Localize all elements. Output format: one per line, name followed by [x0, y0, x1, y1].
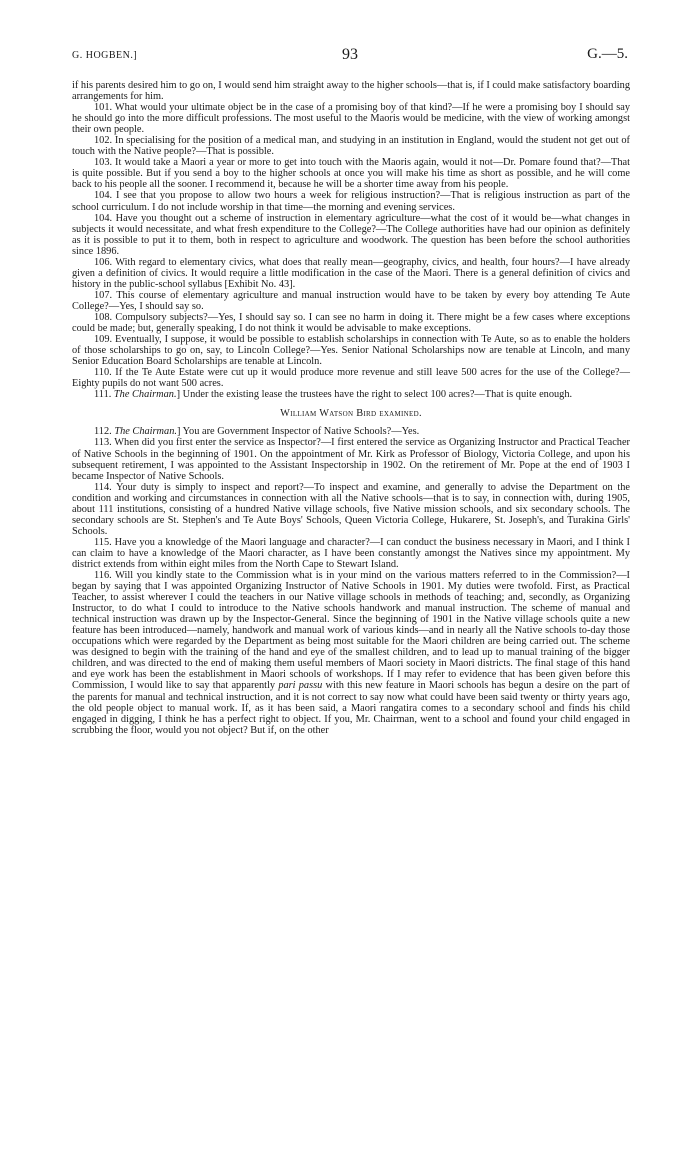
paragraph: 108. Compulsory subjects?—Yes, I should say so. I can see no harm in doing it. There might be a few cases where exceptions could be made; but, generally speaking, I do not think it would be advisable to make exceptions.	[72, 311, 630, 335]
paragraph-text: ] You are Government Inspector of Native Schools?—Yes.	[176, 426, 420, 438]
paragraph: 104. I see that you propose to allow two hours a week for religious instruction?—That is religious instruction as part of the school curriculum. I do not include worship in that time—the morning and evening services.	[72, 190, 630, 213]
paragraph: 107. This course of elementary agriculture and manual instruction would have to be taken by every boy attending Te Aute College?—Yes, I should say so.	[72, 289, 630, 312]
question-number: 111.	[94, 389, 114, 401]
question-number: 112.	[94, 426, 115, 438]
page-number: 93	[342, 46, 358, 63]
paragraph: 109. Eventually, I suppose, it would be possible to establish scholarships in connection with Te Aute, so as to enable the holders of those scholarships to go on, say, to Lincoln College?—Yes. Senior National Scholarships now are tenable at Lincoln, and many Senior Education Board Scholarships are tenable at Lincoln.	[72, 334, 630, 368]
latin-phrase: pari passu	[278, 680, 323, 692]
witness-heading: William Watson Bird examined.	[280, 408, 422, 420]
paragraph	[72, 389, 630, 400]
paragraph-text: ] Under the existing lease the trustees have the right to select 100 acres?—That is quite enough.	[176, 389, 573, 401]
speaker-name: The Chairman.	[114, 426, 177, 438]
paragraph: 103. It would take a Maori a year or more to get into touch with the Maoris again, would it not—Dr. Pomare found that?—That is quite possible. But if you send a boy to the higher schools at once you will make his time as short as possible, and he will come back to his people all the sooner. I recommend it, because he will be a shorter time away from his people.	[72, 157, 630, 191]
paragraph: 102. In specialising for the position of a medical man, and studying in an institution in England, would the student not get out of touch with the Native people?—That is possible.	[72, 135, 630, 158]
paragraph: 115. Have you a knowledge of the Maori language and character?—I can conduct the business necessary in Maori, and I think I can claim to have a knowledge of the Maori character, as I have been constantly amongst the Natives since my appointment. My district extends from within eight miles from the North Cape to Stewart Island.	[72, 536, 630, 570]
document-body	[72, 80, 630, 736]
paragraph	[72, 426, 630, 437]
document-reference: G.—5.	[587, 46, 628, 62]
paragraph: 106. With regard to elementary civics, what does that really mean—geography, civics, and health, four hours?—I have already given a definition of civics. It would require a little modification in the case of the Maori. There is a general definition of civics and history in the public-school syllabus [Exhibit No. 43].	[72, 256, 630, 290]
header-author: G. HOGBEN.]	[72, 50, 138, 61]
paragraph-text: 116. Will you kindly state to the Commission what is in your mind on the various matters referred to in the Commission?—I began by saying that I was appointed Organizing Instructor of Native Schools in 1901. My duties were twofold. First, as Practical Teacher, to assist wherever I could the teachers in our Native village schools in methods of teaching; and, secondly, as Organizing Instructor, to do what I could to introduce to the Native schools handwork and manual instruction. The scheme of manual and technical instruction was drawn up by the Inspector-General. Since the beginning of 1901 in the Native village schools quite a new feature has been introduced—namely, handwork and manual work of various kinds—and in nearly all the Native schools to-day those occupations which were regarded by the Department as being most suitable for the Maori children are being carried out. The scheme was designed to begin with the training of the hand and eye of the smallest children, and to lead up to manual training of the bigger children, and was directed to the end of making them useful members of Maori society in Maori districts. The final stage of this hand and eye work has been the establishment in Maori schools of workshops. If I may refer to evidence that has been given before this Commission, I would like to say that apparently	[72, 570, 630, 692]
paragraph: 113. When did you first enter the service as Inspector?—I first entered the service as Organizing Instructor and Practical Teacher of Native Schools in the beginning of 1901. On the appointment of Mr. Kirk as Professor of Biology, Victoria College, and upon his subsequent retirement, I was appointed to the Assistant Inspectorship in 1902. On the retirement of Mr. Pope at the end of 1903 I became Inspector of Native Schools.	[72, 437, 630, 482]
page-header	[72, 46, 628, 68]
paragraph: 114. Your duty is simply to inspect and report?—To inspect and examine, and generally to advise the Department on the condition and working and circumstances in connection with all the Native schools—that is to say, in connection with, during 1905, about 111 institutions, consisting of a hundred Native village schools, five Native mission schools, and six secondary schools. The secondary schools are St. Stephen's and Te Aute Boys' Schools, Queen Victoria College, Hukarere, St. Joseph's, and Turakina Girls' Schools.	[72, 481, 630, 537]
paragraph: 104. Have you thought out a scheme of instruction in elementary agriculture—what the cost of it would be—what changes in subjects it would necessitate, and what fresh expenditure to the College?—The College authorities have had our opinion as definitely as it is possible to put it to them, both in respect to agriculture and woodwork. The question has been before the school authorities since 1896.	[72, 212, 630, 257]
paragraph: if his parents desired him to go on, I would send him straight away to the higher schools—that is, if I could make satisfactory boarding arrangements for him.	[72, 80, 630, 103]
paragraph: 110. If the Te Aute Estate were cut up it would produce more revenue and still leave 500 acres for the use of the College?—Eighty pupils do not want 500 acres.	[72, 367, 630, 390]
paragraph: 101. What would your ultimate object be in the case of a promising boy of that kind?—If he were a promising boy I should say he should go into the more difficult professions. The most useful to the Maoris would be medicine, with the view of working amongst their own people.	[72, 102, 630, 136]
speaker-name: The Chairman.	[113, 389, 177, 401]
paragraph	[72, 570, 630, 736]
paragraph-text-continued: with this new feature in Maori schools has begun a desire on the part of the parents for manual and technical instruction, and it is not correct to say now what could have been said twenty or thirty years ago, the old people object to manual work. If, as it has been said, a Maori rangatira comes to a secondary school and finds his child engaged in digging, I think he has a perfect right to object. If you, Mr. Chairman, went to a school and found your child engaged in scrubbing the floor, would you not object? But if, on the other	[72, 680, 630, 736]
